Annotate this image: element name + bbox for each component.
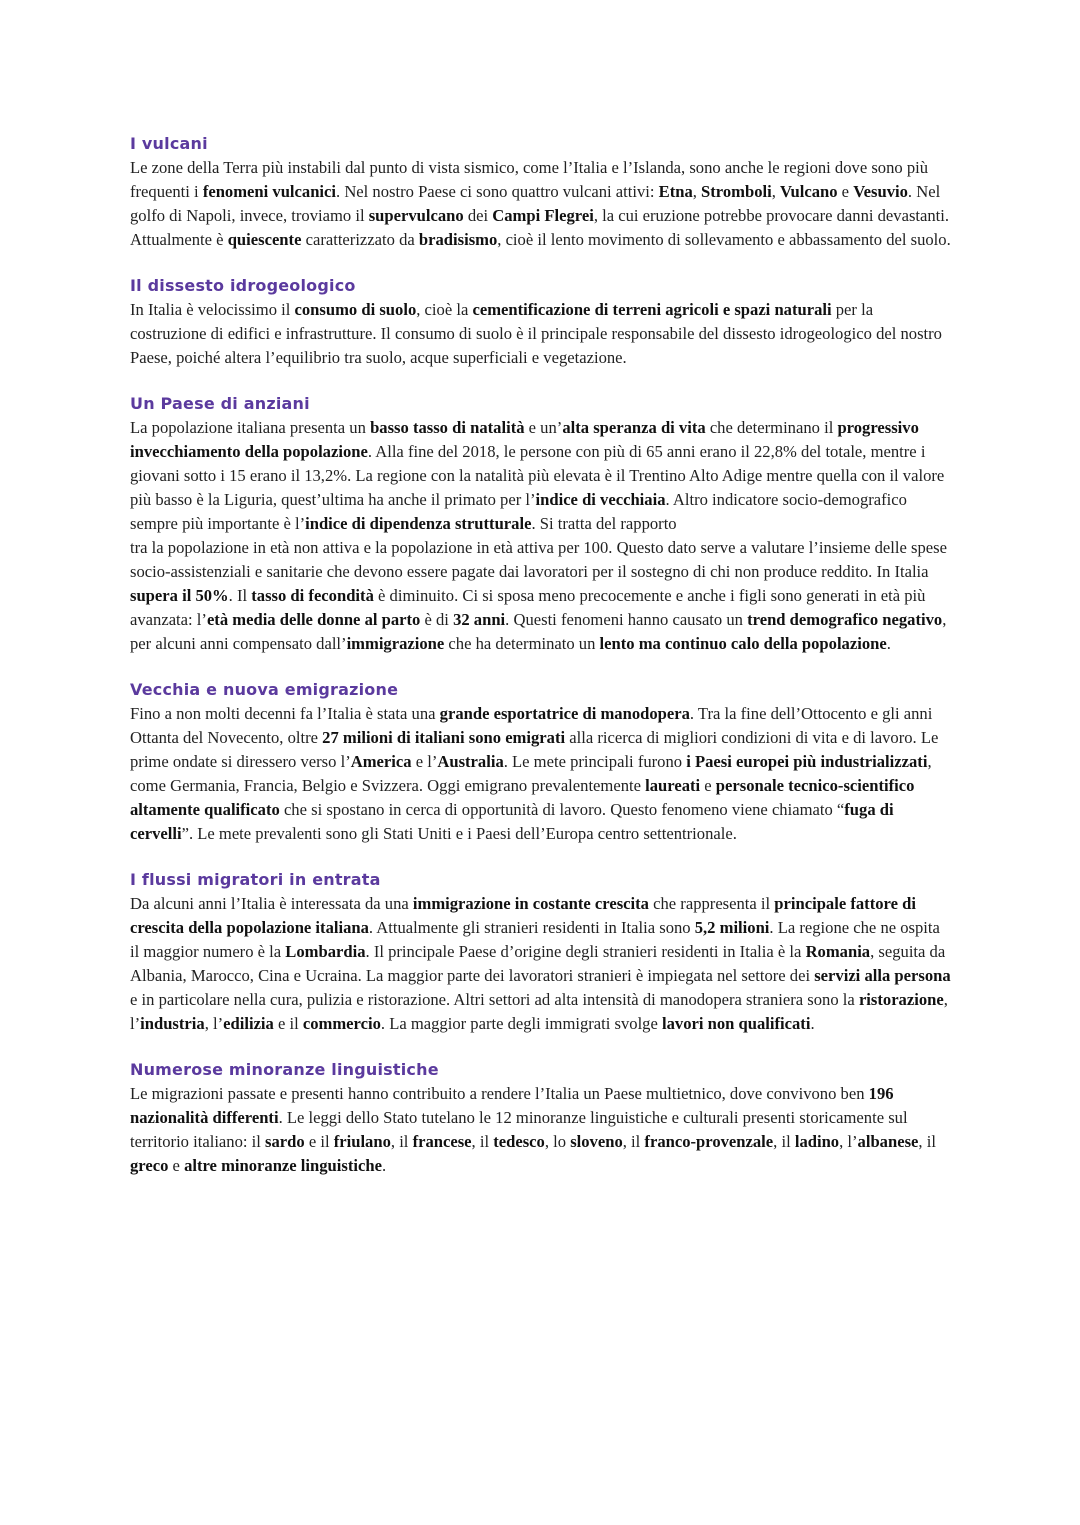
bold-term: sloveno <box>570 1132 623 1151</box>
text-run: , il <box>471 1132 494 1151</box>
text-run: che determinano il <box>705 418 838 437</box>
document-page <box>130 134 952 1202</box>
bold-term: servizi alla persona <box>814 966 951 985</box>
bold-term: industria <box>140 1014 205 1033</box>
bold-term: alta speranza di vita <box>562 418 706 437</box>
bold-term: franco-provenzale <box>644 1132 774 1151</box>
section-heading: Un Paese di anziani <box>130 394 310 413</box>
bold-term: fenomeni vulcanici <box>202 182 337 201</box>
bold-term: friulano <box>333 1132 391 1151</box>
text-run: Le migrazioni passate e presenti hanno contribuito a rendere l’Italia un Paese multietnico, dove convivono ben <box>130 1084 869 1103</box>
section <box>130 394 952 656</box>
text-run: e il <box>304 1132 334 1151</box>
text-run: . Altro indicatore socio-demografico sempre più importante è l’ <box>130 490 907 533</box>
bold-term: grande esportatrice di manodopera <box>439 704 690 723</box>
text-run: . Il <box>228 586 252 605</box>
bold-term: Campi Flegrei <box>492 206 594 225</box>
text-run: caratterizzato da <box>301 230 419 249</box>
text-run: . Le leggi dello Stato tutelano le 12 minoranze linguistiche e culturali presenti storicamente sul territorio italiano: il <box>130 1108 908 1151</box>
bold-term: ladino <box>794 1132 840 1151</box>
bold-term: America <box>350 752 412 771</box>
bold-term: età media delle donne al parto <box>206 610 421 629</box>
bold-term: fuga di cervelli <box>130 800 894 843</box>
section <box>130 134 952 252</box>
section <box>130 276 952 370</box>
text-run: e l’ <box>411 752 438 771</box>
bold-term: indice di dipendenza strutturale <box>305 514 532 533</box>
text-run: è di <box>420 610 454 629</box>
bold-term: commercio <box>302 1014 381 1033</box>
text-run: , <box>692 182 702 201</box>
bold-term: basso tasso di natalità <box>370 418 525 437</box>
bold-term: 27 milioni di italiani sono emigrati <box>322 728 566 747</box>
section-heading: Vecchia e nuova emigrazione <box>130 680 399 699</box>
bold-term: i Paesi europei più industrializzati <box>686 752 928 771</box>
bold-term: supera il 50% <box>130 586 229 605</box>
section-paragraph <box>130 298 952 370</box>
bold-term: francese <box>412 1132 472 1151</box>
section-heading: I vulcani <box>130 134 208 153</box>
bold-term: ristorazione <box>858 990 944 1009</box>
text-run: , l’ <box>839 1132 858 1151</box>
bold-term: principale fattore di crescita della popolazione italiana <box>130 894 916 937</box>
section <box>130 1060 952 1178</box>
bold-term: 32 anni <box>453 610 506 629</box>
text-run: , la cui eruzione potrebbe provocare danni devastanti. Attualmente è <box>130 206 950 249</box>
text-run: . Il principale Paese d’origine degli stranieri residenti in Italia è la <box>365 942 806 961</box>
bold-term: Australia <box>437 752 504 771</box>
text-run: . Nel golfo di Napoli, invece, troviamo il <box>130 182 941 225</box>
text-run: . Attualmente gli stranieri residenti in Italia sono <box>368 918 695 937</box>
text-run: Le zone della Terra più instabili dal punto di vista sismico, come l’Italia e l’Islanda, sono anche le regioni dove sono più frequenti i <box>130 158 929 201</box>
section-paragraph <box>130 892 952 1036</box>
bold-term: supervulcano <box>368 206 464 225</box>
text-run: che rappresenta il <box>648 894 775 913</box>
text-run: dei <box>463 206 493 225</box>
text-run: . Alla fine del 2018, le persone con più di 65 anni erano il 22,8% del totale, mentre i giovani sotto i 15 erano il 13,2%. La regione con la natalità più elevata è il Trentino Alto Adige mentre quella con il valore più basso è la Liguria, quest’ultima ha anche il primato per l’ <box>130 442 945 509</box>
text-run: Da alcuni anni l’Italia è interessata da una <box>130 894 413 913</box>
bold-term: greco <box>130 1156 169 1175</box>
text-run: , per alcuni anni compensato dall’ <box>130 610 947 653</box>
text-run: , l’ <box>130 990 948 1033</box>
section-heading: Numerose minoranze linguistiche <box>130 1060 439 1079</box>
text-run: Fino a non molti decenni fa l’Italia è stata una <box>130 704 440 723</box>
text-run: e il <box>273 1014 303 1033</box>
bold-term: Vulcano <box>780 182 838 201</box>
bold-term: immigrazione in costante crescita <box>412 894 649 913</box>
text-run: alla ricerca di migliori condizioni di vita e di lavoro. Le prime ondate si diressero verso l’ <box>130 728 939 771</box>
bold-term: Romania <box>805 942 871 961</box>
text-run: , seguita da Albania, Marocco, Cina e Ucraina. La maggior parte dei lavoratori stranieri è impiegata nel settore dei <box>130 942 946 985</box>
bold-term: immigrazione <box>346 634 445 653</box>
section-heading: I flussi migratori in entrata <box>130 870 381 889</box>
text-run: . La maggior parte degli immigrati svolge <box>380 1014 662 1033</box>
text-run: . Si tratta del rapporto <box>531 514 677 533</box>
text-run: tra la popolazione in età non attiva e la popolazione in età attiva per 100. Questo dato serve a valutare l’insieme delle spese socio-assistenziali e sanitarie che devono essere pagate dai lavoratori per il sostegno di chi non produce reddito. In Italia <box>130 538 947 581</box>
bold-term: sardo <box>265 1132 305 1151</box>
bold-term: personale tecnico-scientifico altamente qualificato <box>130 776 915 819</box>
section-paragraph <box>130 156 952 252</box>
text-run: e in particolare nella cura, pulizia e ristorazione. Altri settori ad alta intensità di manodopera straniera sono la <box>130 990 859 1009</box>
text-run: , lo <box>544 1132 571 1151</box>
text-run: che si spostano in cerca di opportunità di lavoro. Questo fenomeno viene chiamato “ <box>279 800 845 819</box>
bold-term: quiescente <box>227 230 302 249</box>
text-run: , l’ <box>204 1014 224 1033</box>
bold-term: edilizia <box>223 1014 274 1033</box>
text-run: . Nel nostro Paese ci sono quattro vulcani attivi: <box>336 182 659 201</box>
bold-term: progressivo invecchiamento della popolazione <box>130 418 919 461</box>
bold-term: altre minoranze linguistiche <box>184 1156 382 1175</box>
text-run: e <box>168 1156 185 1175</box>
text-run: per la costruzione di edifici e infrastrutture. Il consumo di suolo è il principale responsabile del dissesto idrogeologico del nostro Paese, poiché altera l’equilibrio tra suolo, acque superficiali e vegetazione. <box>130 300 942 367</box>
text-run: . <box>886 634 891 653</box>
bold-term: cementificazione di terreni agricoli e spazi naturali <box>472 300 832 319</box>
section <box>130 680 952 846</box>
text-run: . La regione che ne ospita il maggior numero è la <box>130 918 940 961</box>
text-run: , <box>771 182 781 201</box>
bold-term: Vesuvio <box>853 182 908 201</box>
text-run: , il <box>390 1132 413 1151</box>
bold-term: bradisismo <box>418 230 498 249</box>
text-run: che ha determinato un <box>444 634 600 653</box>
text-run: , il <box>773 1132 795 1151</box>
text-run: . Questi fenomeni hanno causato un <box>505 610 748 629</box>
bold-term: lento ma continuo calo della popolazione <box>599 634 887 653</box>
bold-term: laureati <box>645 776 701 795</box>
section-paragraph <box>130 1082 952 1178</box>
bold-term: tedesco <box>493 1132 545 1151</box>
section-heading: Il dissesto idrogeologico <box>130 276 356 295</box>
text-run: e <box>837 182 854 201</box>
text-run: , il <box>622 1132 645 1151</box>
bold-term: Etna <box>658 182 693 201</box>
text-run: e un’ <box>524 418 563 437</box>
bold-term: trend demografico negativo <box>747 610 943 629</box>
bold-term: tasso di fecondità <box>251 586 374 605</box>
text-run: , come Germania, Francia, Belgio e Svizzera. Oggi emigrano prevalentemente <box>130 752 932 795</box>
text-run: e <box>700 776 716 795</box>
bold-term: 5,2 milioni <box>694 918 770 937</box>
section-paragraph <box>130 702 952 846</box>
text-run: In Italia è velocissimo il <box>130 300 295 319</box>
section <box>130 870 952 1036</box>
bold-term: 196 nazionalità differenti <box>130 1084 894 1127</box>
text-run: è diminuito. Ci si sposa meno precocemente e anche i figli sono generati in età più avanzata: l’ <box>130 586 926 629</box>
text-run: , cioè il lento movimento di sollevamento e abbassamento del suolo. <box>497 230 951 249</box>
bold-term: consumo di suolo <box>294 300 417 319</box>
section-paragraph <box>130 416 952 656</box>
text-run: La popolazione italiana presenta un <box>130 418 371 437</box>
text-run: . <box>810 1014 815 1033</box>
text-run: . Tra la fine dell’Ottocento e gli anni Ottanta del Novecento, oltre <box>130 704 933 747</box>
text-run: ”. Le mete prevalenti sono gli Stati Uniti e i Paesi dell’Europa centro settentrionale. <box>181 824 737 843</box>
text-run: , il <box>918 1132 936 1151</box>
bold-term: indice di vecchiaia <box>535 490 666 509</box>
bold-term: Lombardia <box>285 942 366 961</box>
bold-term: Stromboli <box>701 182 772 201</box>
text-run: , cioè la <box>416 300 473 319</box>
bold-term: lavori non qualificati <box>662 1014 811 1033</box>
text-run: . <box>381 1156 387 1175</box>
bold-term: albanese <box>857 1132 919 1151</box>
text-run: . Le mete principali furono <box>503 752 687 771</box>
